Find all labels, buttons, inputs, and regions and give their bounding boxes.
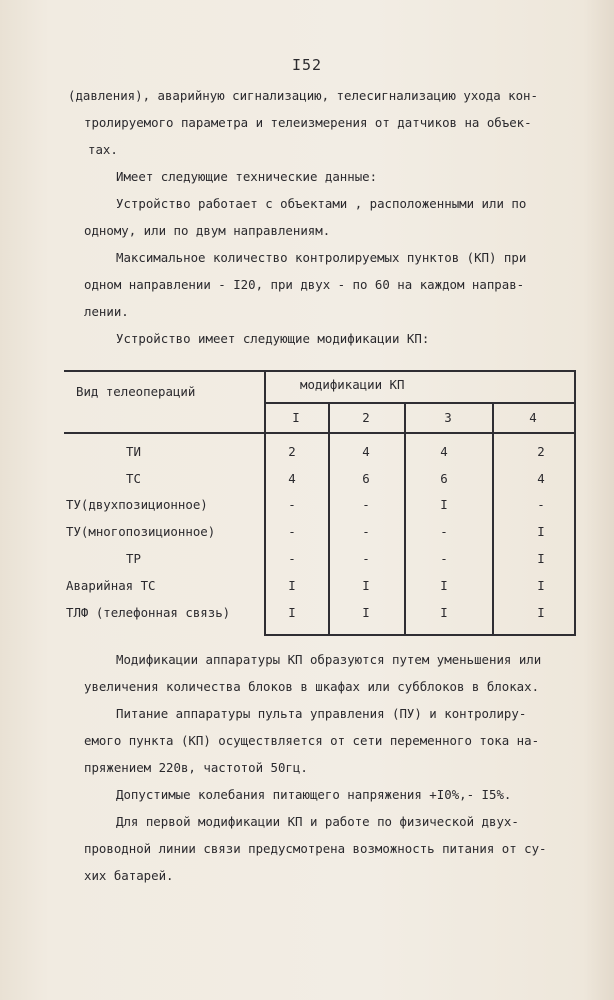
paragraph-7-line-1: Питание аппаратуры пульта управления (ПУ) и контролиру- — [116, 706, 527, 721]
paragraph-4-line-1: Максимальное количество контролируемых пунктов (КП) при — [116, 250, 527, 265]
table-cell: I — [537, 605, 545, 620]
table-vline-3 — [404, 402, 406, 636]
table-bottom-border — [264, 634, 576, 636]
paragraph-8: Допустимые колебания питающего напряжения +I0%,- I5%. — [116, 787, 512, 802]
table-cell: 2 — [288, 444, 296, 459]
table-cell: I — [537, 578, 545, 593]
table-column-4: 4 — [529, 410, 537, 425]
paragraph-9-line-3: хих батарей. — [84, 868, 174, 883]
table-vline-2 — [328, 402, 330, 636]
table-cell: 4 — [288, 471, 296, 486]
table-header-divider — [264, 402, 576, 404]
table-cell: I — [288, 578, 296, 593]
table-cell: I — [362, 578, 370, 593]
table-row-label: Аварийная ТС — [66, 578, 156, 593]
paragraph-6-line-1: Модификации аппаратуры КП образуются путем уменьшения или — [116, 652, 542, 667]
paragraph-6-line-2: увеличения количества блоков в шкафах или субблоков в блоках. — [84, 679, 540, 694]
paragraph-7-line-3: пряжением 220в, частотой 50гц. — [84, 760, 308, 775]
table-cell: 6 — [440, 471, 448, 486]
table-cell: - — [362, 524, 370, 539]
table-row-label: ТС — [126, 471, 141, 486]
table-row-label: ТУ(многопозиционное) — [66, 524, 216, 539]
table-cell: - — [440, 551, 448, 566]
table-cell: - — [288, 497, 296, 512]
paragraph-1-line-3: тах. — [88, 142, 118, 157]
paragraph-1-line-2: тролируемого параметра и телеизмерения от датчиков на объек- — [84, 115, 532, 130]
table-cell: I — [440, 605, 448, 620]
page-number: I52 — [291, 56, 323, 74]
table-vline-4 — [492, 402, 494, 636]
paragraph-5: Устройство имеет следующие модификации КП: — [116, 331, 430, 346]
paragraph-3-line-2: одному, или по двум направлениям. — [84, 223, 331, 238]
table-column-2: 2 — [362, 410, 370, 425]
table-row-label: ТУ(двухпозиционное) — [66, 497, 208, 512]
table-cell: 6 — [362, 471, 370, 486]
table-cell: - — [362, 551, 370, 566]
table-cell: I — [440, 578, 448, 593]
modifications-table — [64, 370, 576, 636]
table-cell: 4 — [440, 444, 448, 459]
table-column-3: 3 — [444, 410, 452, 425]
paragraph-2: Имеет следующие технические данные: — [116, 169, 378, 184]
paragraph-9-line-2: проводной линии связи предусмотрена возможность питания от су- — [84, 841, 547, 856]
table-header-row-label: Вид телеопераций — [76, 384, 196, 399]
table-row-label: ТИ — [126, 444, 141, 459]
table-header-bottom-border — [64, 432, 576, 434]
paragraph-4-line-2: одном направлении - I20, при двух - по 60 на каждом направ- — [84, 277, 525, 292]
paragraph-1-line-1: (давления), аварийную сигнализацию, телесигнализацию ухода кон- — [68, 88, 538, 103]
paragraph-4-line-3: лении. — [84, 304, 129, 319]
table-cell: - — [288, 551, 296, 566]
table-cell: 4 — [362, 444, 370, 459]
table-cell: I — [440, 497, 448, 512]
table-row-label: ТР — [126, 551, 141, 566]
table-cell: - — [362, 497, 370, 512]
table-cell: I — [288, 605, 296, 620]
paragraph-9-line-1: Для первой модификации КП и работе по физической двух- — [116, 814, 519, 829]
table-cell: 4 — [537, 471, 545, 486]
table-header-group: модификации КП — [300, 377, 405, 392]
table-top-border — [64, 370, 576, 372]
table-cell: - — [440, 524, 448, 539]
table-cell: I — [537, 524, 545, 539]
table-cell: I — [362, 605, 370, 620]
table-cell: - — [537, 497, 545, 512]
table-cell: I — [537, 551, 545, 566]
paragraph-3-line-1: Устройство работает с объектами , расположенными или по — [116, 196, 527, 211]
table-cell: - — [288, 524, 296, 539]
table-cell: 2 — [537, 444, 545, 459]
table-column-1: I — [292, 410, 300, 425]
paragraph-7-line-2: емого пункта (КП) осуществляется от сети переменного тока на- — [84, 733, 540, 748]
table-row-label: ТЛФ (телефонная связь) — [66, 605, 231, 620]
